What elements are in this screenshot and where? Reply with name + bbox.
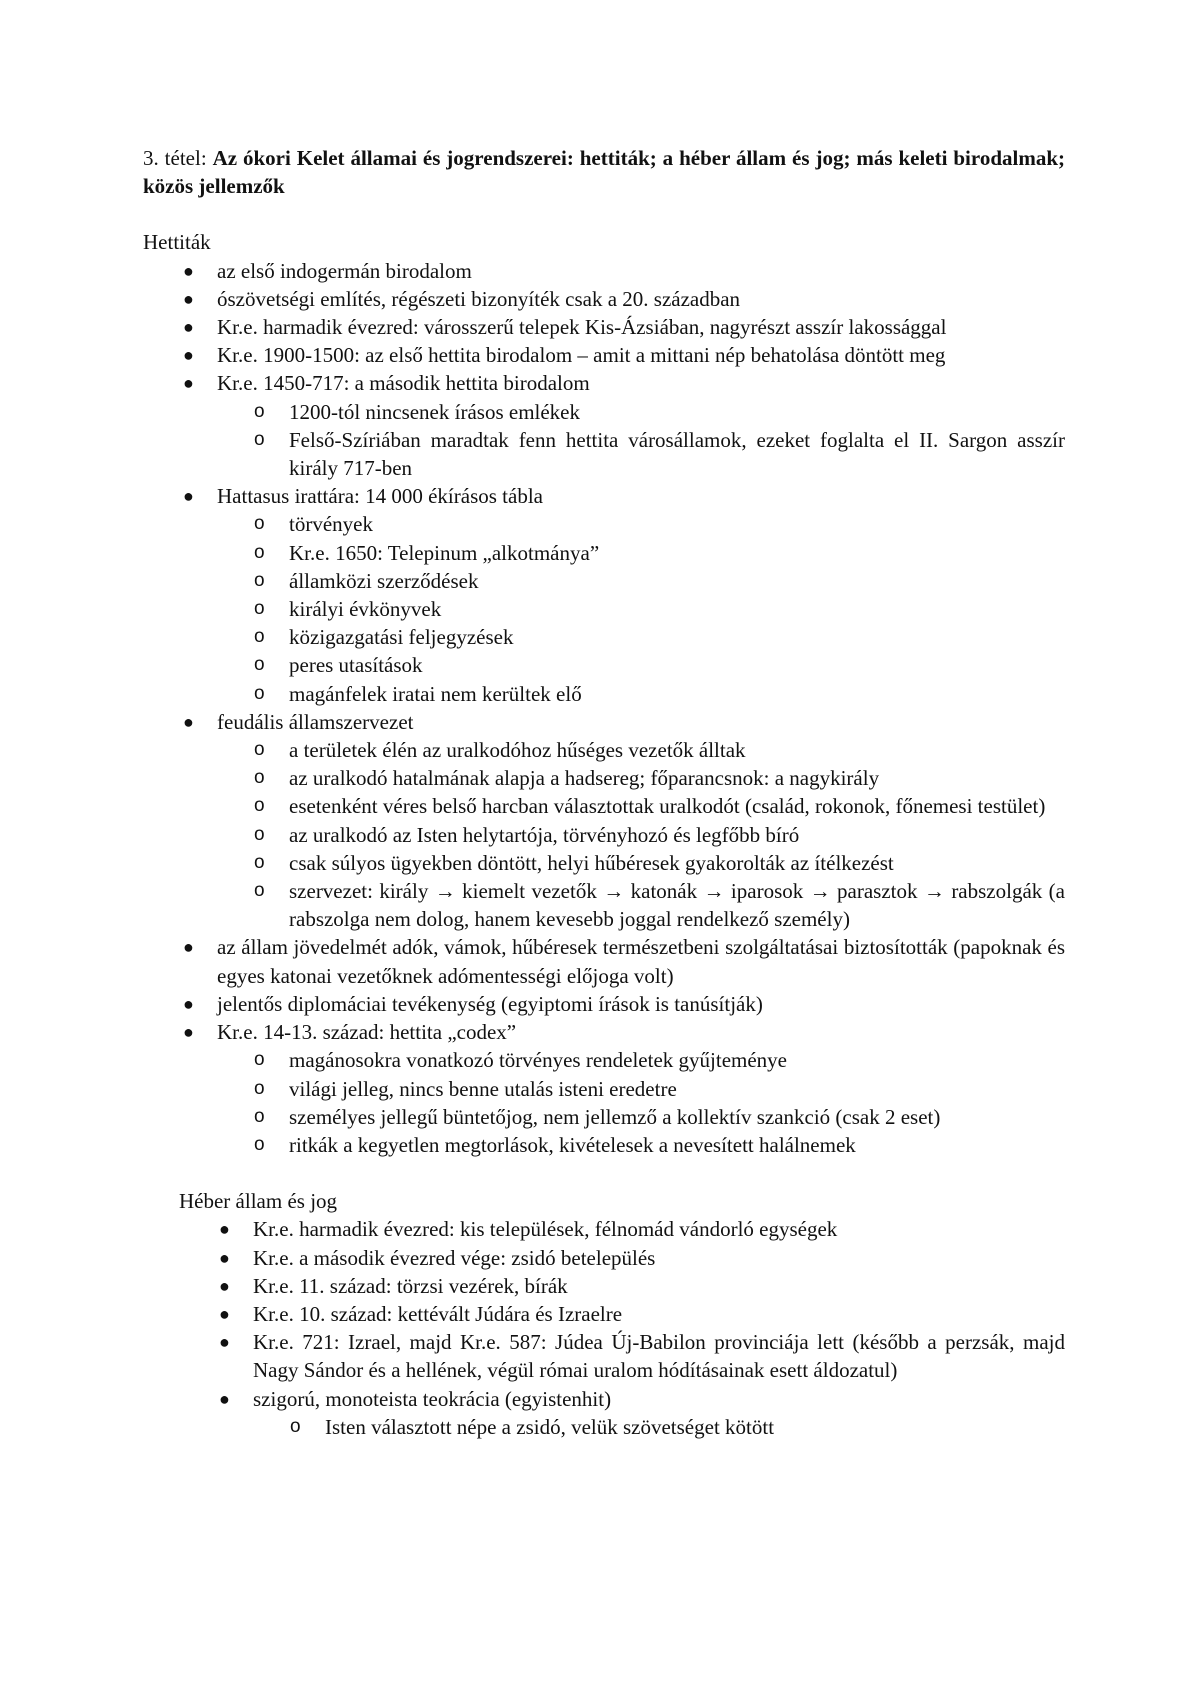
bullet-circle-icon: o <box>254 795 265 817</box>
list-item-text: feudális államszervezet <box>217 709 414 734</box>
sub-list-item-text: az uralkodó hatalmának alapja a hadsereg; főparancsnok: a nagykirály <box>289 766 880 791</box>
sub-list-item <box>215 1075 1065 1103</box>
bullet-circle-icon: o <box>254 569 265 591</box>
sub-list-item-text: ritkák a kegyetlen megtorlások, kivételesek a nevesített halálnemek <box>289 1132 856 1157</box>
bullet-circle-icon: o <box>254 1077 265 1099</box>
bullet-circle-icon: o <box>254 851 265 873</box>
section-hettitak <box>143 228 1065 1159</box>
list-item <box>143 708 1065 934</box>
sub-list-item <box>215 764 1065 792</box>
sub-list-item-text: törvények <box>289 512 373 537</box>
sub-list-item-text: 1200-tól nincsenek írásos emlékek <box>289 399 581 424</box>
sub-list-item <box>215 1103 1065 1131</box>
sub-list <box>217 736 1065 933</box>
bullet-dot-icon: ● <box>183 711 194 732</box>
sub-list-item <box>215 792 1065 820</box>
list-item-text: Kr.e. 10. század: kettévált Júdára és Izraelre <box>253 1301 623 1326</box>
bullet-dot-icon: ● <box>183 1022 194 1043</box>
bullet-circle-icon: o <box>254 626 265 648</box>
sub-list-item <box>215 651 1065 679</box>
list-item-text: Kr.e. 1900-1500: az első hettita birodalom – amit a mittani nép behatolása döntött meg <box>217 343 946 368</box>
list-item <box>143 257 1065 285</box>
sub-list-item-text: a területek élén az uralkodóhoz hűséges vezetők álltak <box>289 738 746 763</box>
sub-list-item <box>215 821 1065 849</box>
section-heber <box>179 1187 1065 1441</box>
list-item-text: az állam jövedelmét adók, vámok, hűbéresek természetbeni szolgáltatásai biztosították (papoknak és egyes katonai vezetőknek adómentességi előjoga volt) <box>217 935 1065 988</box>
sub-list-item <box>215 567 1065 595</box>
bullet-circle-icon: o <box>254 400 265 422</box>
bullet-circle-icon: o <box>254 739 265 761</box>
bullet-dot-icon: ● <box>219 1247 230 1268</box>
list-item <box>143 341 1065 369</box>
sub-list-item <box>215 877 1065 933</box>
document-page <box>143 144 1065 1441</box>
list-item-text: Kr.e. 11. század: törzsi vezérek, bírák <box>253 1273 568 1298</box>
bullet-circle-icon: o <box>254 541 265 563</box>
bullet-list <box>143 257 1065 1160</box>
list-item-text: Kr.e. a második évezred vége: zsidó betelepülés <box>253 1245 656 1270</box>
bullet-dot-icon: ● <box>183 260 194 281</box>
list-item-text: jelentős diplomáciai tevékenység (egyiptomi írások is tanúsítják) <box>217 991 763 1016</box>
sub-list-item-text: államközi szerződések <box>289 568 479 593</box>
bullet-circle-icon: o <box>254 880 265 902</box>
bullet-dot-icon: ● <box>183 486 194 507</box>
sub-list-item <box>215 426 1065 482</box>
list-item <box>179 1272 1065 1300</box>
list-item <box>143 369 1065 482</box>
section-title: Hettiták <box>143 230 211 255</box>
list-item-text: ószövetségi említés, régészeti bizonyíték csak a 20. században <box>217 286 741 311</box>
sub-list-item <box>215 510 1065 538</box>
sub-list-item-text: Kr.e. 1650: Telepinum „alkotmánya” <box>289 540 600 565</box>
sections-container <box>143 228 1065 1441</box>
sub-list-item <box>215 595 1065 623</box>
list-item-text: Kr.e. 14-13. század: hettita „codex” <box>217 1020 517 1045</box>
bullet-dot-icon: ● <box>183 937 194 958</box>
bullet-dot-icon: ● <box>183 373 194 394</box>
bullet-circle-icon: o <box>290 1415 301 1437</box>
bullet-circle-icon: o <box>254 428 265 450</box>
list-item <box>179 1215 1065 1243</box>
sub-list-item-text: közigazgatási feljegyzések <box>289 625 514 650</box>
list-item <box>179 1385 1065 1441</box>
list-item-text: Kr.e. harmadik évezred: kis települések, félnomád vándorló egységek <box>253 1217 838 1242</box>
bullet-circle-icon: o <box>254 1133 265 1155</box>
list-item <box>143 1018 1065 1159</box>
sub-list-item-text: esetenként véres belső harcban választottak uralkodót (család, rokonok, főnemesi testület) <box>289 794 1046 819</box>
bullet-dot-icon: ● <box>183 288 194 309</box>
bullet-circle-icon: o <box>254 598 265 620</box>
list-item <box>179 1244 1065 1272</box>
sub-list-item-text: Felső-Szíriában maradtak fenn hettita városállamok, ezeket foglalta el II. Sargon asszír király 717-ben <box>289 427 1065 481</box>
sub-list-item-text: peres utasítások <box>289 653 423 678</box>
bullet-dot-icon: ● <box>219 1219 230 1240</box>
sub-list-item <box>215 1046 1065 1074</box>
list-item-text: Kr.e. 1450-717: a második hettita birodalom <box>217 371 590 396</box>
list-item-text: az első indogermán birodalom <box>217 258 472 283</box>
bullet-circle-icon: o <box>254 1049 265 1071</box>
bullet-dot-icon: ● <box>183 317 194 338</box>
bullet-dot-icon: ● <box>183 345 194 366</box>
sub-list-item-text: az uralkodó az Isten helytartója, törvényhozó és legfőbb bíró <box>289 822 800 847</box>
list-item <box>143 313 1065 341</box>
sub-list <box>253 1413 1065 1441</box>
sub-list-item <box>215 1131 1065 1159</box>
sub-list-item-text: magánfelek iratai nem kerültek elő <box>289 681 582 706</box>
list-item <box>179 1300 1065 1328</box>
bullet-circle-icon: o <box>254 513 265 535</box>
document-heading <box>143 144 1065 200</box>
bullet-dot-icon: ● <box>183 993 194 1014</box>
section-title: Héber állam és jog <box>179 1189 338 1214</box>
bullet-circle-icon: o <box>254 767 265 789</box>
sub-list-item-text: magánosokra vonatkozó törvényes rendeletek gyűjteménye <box>289 1048 787 1073</box>
bullet-circle-icon: o <box>254 823 265 845</box>
list-item-text: szigorú, monoteista teokrácia (egyistenhit) <box>253 1386 612 1411</box>
sub-list-item <box>215 680 1065 708</box>
list-item <box>179 1328 1065 1384</box>
list-item <box>143 285 1065 313</box>
sub-list-item <box>215 539 1065 567</box>
bullet-circle-icon: o <box>254 654 265 676</box>
sub-list-item <box>215 849 1065 877</box>
bullet-dot-icon: ● <box>219 1275 230 1296</box>
sub-list-item <box>215 623 1065 651</box>
list-item <box>143 482 1065 708</box>
list-item <box>143 990 1065 1018</box>
bullet-dot-icon: ● <box>219 1303 230 1324</box>
bullet-dot-icon: ● <box>219 1388 230 1409</box>
sub-list-item-text: királyi évkönyvek <box>289 597 442 622</box>
bullet-dot-icon: ● <box>219 1332 230 1353</box>
list-item-text: Kr.e. harmadik évezred: városszerű telepek Kis-Ázsiában, nagyrészt asszír lakossággal <box>217 315 947 340</box>
heading-title: Az ókori Kelet államai és jogrendszerei: hettiták; a héber állam és jog; más keleti birodalmak; közös jellemzők <box>143 146 1065 199</box>
sub-list-item <box>215 398 1065 426</box>
sub-list-item-text: Isten választott népe a zsidó, velük szövetséget kötött <box>325 1414 775 1439</box>
bullet-circle-icon: o <box>254 682 265 704</box>
sub-list-item-text: személyes jellegű büntetőjog, nem jellemző a kollektív szankció (csak 2 eset) <box>289 1104 941 1129</box>
sub-list-item-text: szervezet: király → kiemelt vezetők → katonák → iparosok → parasztok → rabszolgák (a rabszolga nem dolog, hanem kevesebb joggal rendelkező személy) <box>289 879 1065 932</box>
sub-list <box>217 398 1065 483</box>
sub-list-item-text: világi jelleg, nincs benne utalás isteni eredetre <box>289 1076 677 1101</box>
sub-list-item <box>251 1413 1065 1441</box>
bullet-list <box>179 1215 1065 1441</box>
list-item-text: Hattasus irattára: 14 000 ékírásos tábla <box>217 484 543 509</box>
sub-list <box>217 1046 1065 1159</box>
list-item-text: Kr.e. 721: Izrael, majd Kr.e. 587: Júdea Új-Babilon provinciája lett (később a perzsák, majd Nagy Sándor és a hellének, végül római uralom hódításainak esett áldozatul) <box>253 1330 1065 1383</box>
list-item <box>143 933 1065 989</box>
bullet-circle-icon: o <box>254 1105 265 1127</box>
sub-list <box>217 510 1065 707</box>
sub-list-item-text: csak súlyos ügyekben döntött, helyi hűbéresek gyakorolták az ítélkezést <box>289 850 894 875</box>
sub-list-item <box>215 736 1065 764</box>
heading-prefix: 3. tétel: <box>143 146 213 170</box>
